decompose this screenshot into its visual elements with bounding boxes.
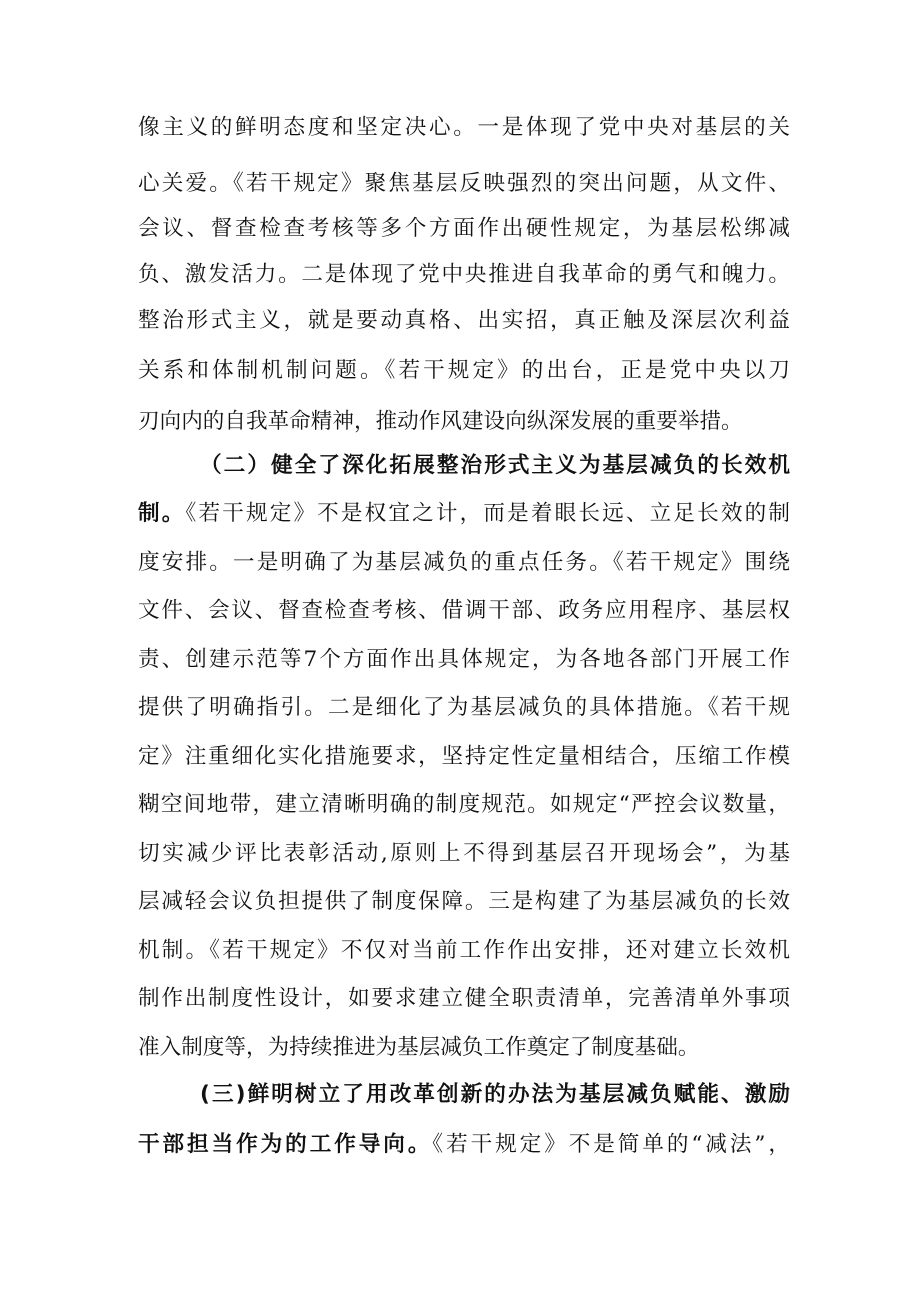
paragraph-2-line-9: 层减轻会议负担提供了制度保障。三是构建了为基层减负的长效 — [138, 889, 790, 914]
paragraph-2-line-6: 定》注重细化实化措施要求，坚持定性定量相结合，压缩工作模 — [138, 744, 790, 769]
paragraph-1-line-1: 像主义的鲜明态度和坚定决心。一是体现了党中央对基层的关 — [138, 115, 790, 140]
paragraph-2-line-8: 切实减少评比表彰活动,原则上不得到基层召开现场会”，为基 — [138, 841, 790, 866]
paragraph-1-line-2: 心关爱。《若干规定》聚焦基层反映强烈的突出问题，从文件、 — [138, 171, 790, 196]
paragraph-1-line-5: 整治形式主义，就是要动真格、出实招，真正触及深层次利益 — [138, 308, 790, 333]
paragraph-1-line-4: 负、激发活力。二是体现了党中央推进自我革命的勇气和魄力。 — [138, 262, 790, 287]
paragraph-2-line-1-text: 《若干规定》不是权宜之计，而是着眼长远、立足长效的制 — [185, 501, 790, 526]
paragraph-2-line-2: 度安排。一是明确了为基层减负的重点任务。《若干规定》围绕 — [138, 550, 790, 575]
paragraph-2-line-10: 机制。《若干规定》不仅对当前工作作出安排，还对建立长效机 — [138, 938, 790, 963]
paragraph-3-line-1 — [138, 1121, 790, 1169]
section-3-heading-end: 干部担当作为的工作导向。 — [138, 1132, 433, 1157]
paragraph-1-line-7: 刃向内的自我革命精神，推动作风建设向纵深发展的重要举措。 — [138, 409, 743, 434]
paragraph-3-line-1-text: 《若干规定》不是简单的“减法”， — [432, 1132, 790, 1157]
paragraph-2-line-3: 文件、会议、督查检查考核、借调干部、政务应用程序、基层权 — [138, 598, 790, 623]
paragraph-2-line-7: 糊空间地带，建立清晰明确的制度规范。如规定“严控会议数量， — [138, 792, 790, 817]
paragraph-2-line-12: 准入制度等，为持续推进为基层减负工作奠定了制度基础。 — [138, 1035, 700, 1060]
paragraph-2-line-11: 制作出制度性设计，如要求建立健全职责清单，完善清单外事项 — [138, 986, 790, 1011]
section-2-heading-end: 制。 — [138, 501, 186, 526]
paragraph-2-line-5: 提供了明确指引。二是细化了为基层减负的具体措施。《若干规 — [138, 695, 790, 720]
paragraph-2-line-4: 责、创建示范等7个方面作出具体规定，为各地各部门开展工作 — [138, 647, 790, 672]
section-2-heading: （二）健全了深化拓展整治形式主义为基层减负的长效机 — [200, 453, 790, 478]
paragraph-2-line-1 — [138, 490, 790, 538]
paragraph-1-line-6: 关系和体制机制问题。《若干规定》的出台，正是党中央以刀 — [138, 358, 790, 383]
paragraph-1-line-3: 会议、督查检查考核等多个方面作出硬性规定，为基层松绑减 — [138, 216, 790, 241]
section-3-heading: (三)鲜明树立了用改革创新的办法为基层减负赋能、激励 — [200, 1082, 790, 1107]
